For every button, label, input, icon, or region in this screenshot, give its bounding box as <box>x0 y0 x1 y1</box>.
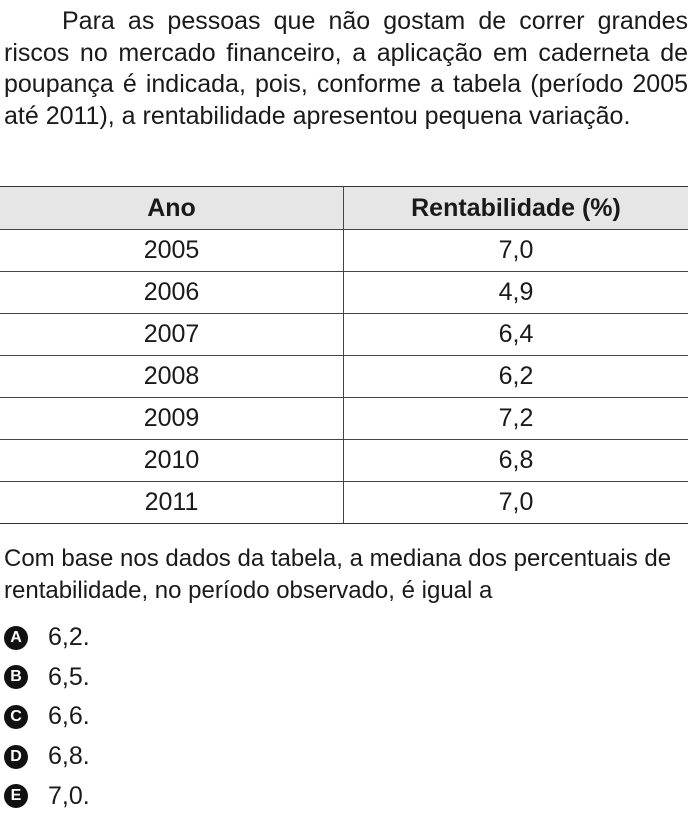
option-c[interactable] <box>4 697 90 736</box>
cell-value: 6,8 <box>344 440 689 482</box>
table-row <box>0 230 688 272</box>
header-ano: Ano <box>0 187 344 230</box>
table-row <box>0 314 688 356</box>
option-text: 7,0. <box>48 781 90 810</box>
option-e[interactable] <box>4 777 90 816</box>
cell-value: 4,9 <box>344 272 689 314</box>
option-b[interactable] <box>4 658 90 697</box>
table-row <box>0 272 688 314</box>
option-text: 6,2. <box>48 623 90 651</box>
option-letter-badge: C <box>4 705 28 729</box>
cell-value: 7,0 <box>344 482 689 524</box>
table-header-row <box>0 187 688 230</box>
cell-year: 2007 <box>0 314 344 356</box>
option-d[interactable] <box>4 737 90 776</box>
cell-year: 2010 <box>0 440 344 482</box>
answer-options <box>4 618 90 816</box>
option-letter-badge: A <box>4 626 28 650</box>
cell-year: 2006 <box>0 272 344 314</box>
option-letter-badge: E <box>4 784 28 808</box>
option-letter-badge: B <box>4 665 28 689</box>
cell-year: 2011 <box>0 482 344 524</box>
question-stem: Com base nos dados da tabela, a mediana dos percentuais de rentabilidade, no período observado, é igual a <box>4 545 672 604</box>
cell-value: 6,2 <box>344 356 689 398</box>
table-row <box>0 482 688 524</box>
header-rentabilidade: Rentabilidade (%) <box>344 187 689 230</box>
option-a[interactable] <box>4 618 90 657</box>
table-row <box>0 356 688 398</box>
table-row <box>0 440 688 482</box>
table-row <box>0 398 688 440</box>
intro-paragraph: Para as pessoas que não gostam de correr grandes riscos no mercado financeiro, a aplicação em caderneta de poupança é indicada, pois, conforme a tabela (período 2005 até 2011), a rentabilidade apresentou pequena variação. <box>4 7 688 130</box>
cell-value: 6,4 <box>344 314 689 356</box>
option-letter-badge: D <box>4 745 28 769</box>
option-text: 6,6. <box>48 702 90 731</box>
cell-year: 2005 <box>0 230 344 272</box>
cell-value: 7,0 <box>344 230 689 272</box>
option-text: 6,5. <box>48 662 90 691</box>
cell-year: 2009 <box>0 398 344 440</box>
cell-value: 7,2 <box>344 398 689 440</box>
option-text: 6,8. <box>48 742 90 771</box>
cell-year: 2008 <box>0 356 344 398</box>
rentabilidade-table <box>0 186 688 524</box>
